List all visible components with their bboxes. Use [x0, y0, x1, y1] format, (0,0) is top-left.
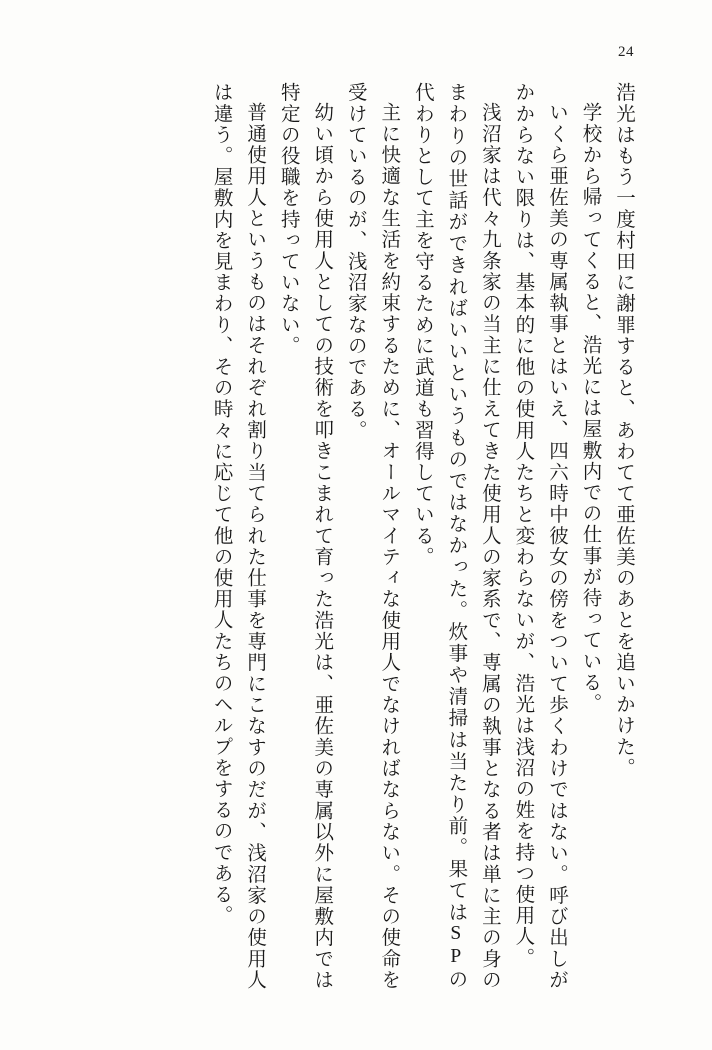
paragraph: 幼い頃から使用人としての技術を叩きこまれて育った浩光は、亜佐美の専属以外に屋敷内では特定の役職を持っていない。 [277, 82, 333, 990]
paragraph: 浅沼家は代々九条家の当主に仕えてきた使用人の家系で、専属の執事となる者は単に主の身のまわりの世話ができればいいというものではなかった。炊事や清掃は当たり前。果てはSPの代わりとして主を守るために武道も習得している。 [411, 82, 500, 990]
paragraph: 学校から帰ってくると、浩光には屋敷内での仕事が待っている。 [579, 101, 601, 714]
page-number: 24 [618, 44, 634, 60]
paragraph: いくら亜佐美の専属執事とはいえ、四六時中彼女の傍をついて歩くわけではない。呼び出しがかからない限りは、基本的に他の使用人たちと変わらないが、浩光は浅沼の姓を持つ使用人。 [512, 82, 567, 990]
paragraph: 普通使用人というものはそれぞれ割り当てられた仕事を専門にこなすのだが、浅沼家の使用人は違う。屋敷内を見まわり、その時々に応じて他の使用人たちのヘルプをするのである。 [210, 82, 266, 990]
paragraph: 浩光はもう一度村田に謝罪すると、あわてて亜佐美のあとを追いかけた。 [613, 82, 634, 779]
page-text-body [84, 82, 640, 990]
paragraph: 主に快適な生活を約束するために、オールマイティな使用人でなければならない。その使命を受けているのが、浅沼家なのである。 [344, 82, 400, 990]
